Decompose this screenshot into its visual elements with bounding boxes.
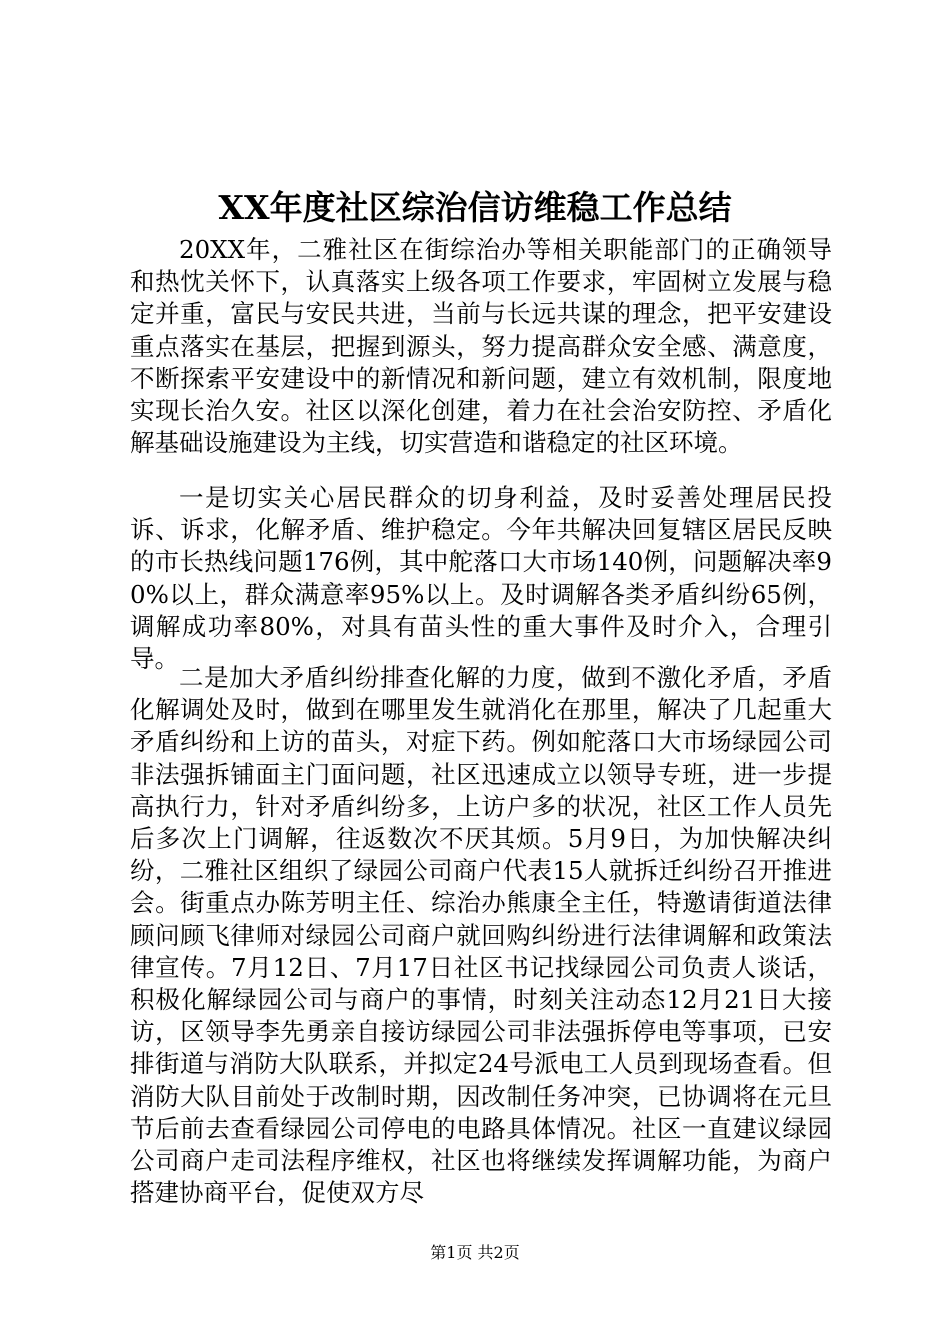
document-title: XX年度社区综治信访维稳工作总结 (218, 188, 732, 227)
paragraph-point-two: 二是加大矛盾纠纷排查化解的力度，做到不激化矛盾，矛盾化解调处及时，做到在哪里发生就消化在那里，解决了几起重大矛盾纠纷和上访的苗头，对症下药。例如舵落口大市场绿园公司非法强拆铺面主门面问题，社区迅速成立以领导专班，进一步提高执行力，针对矛盾纠纷多，上访户多的状况，社区工作人员先后多次上门调解，往返数次不厌其烦。5月9日，为加快解决纠纷，二雅社区组织了绿园公司商户代表15人就拆迁纠纷召开推进会。街重点办陈芳明主任、综治办熊康全主任，特邀请街道法律顾问顾飞律师对绿园公司商户就回购纠纷进行法律调解和政策法律宣传。7月12日、7月17日社区书记找绿园公司负责人谈话，积极化解绿园公司与商户的事情，时刻关注动态12月21日大接访，区领导李先勇亲自接访绿园公司非法强拆停电等事项，已安排街道与消防大队联系，并拟定24号派电工人员到现场查看。但消防大队目前处于改制时期，因改制任务冲突，已协调将在元旦节后前去查看绿园公司停电的电路具体情况。社区一直建议绿园公司商户走司法程序维权，社区也将继续发挥调解功能，为商户搭建协商平台，促使双方尽 (130, 663, 832, 1208)
paragraph-point-one: 一是切实关心居民群众的切身利益，及时妥善处理居民投诉、诉求，化解矛盾、维护稳定。今年共解决回复辖区居民反映的市长热线问题176例，其中舵落口大市场140例，问题解决率90%以上，群众满意率95%以上。及时调解各类矛盾纠纷65例，调解成功率80%，对具有苗头性的重大事件及时介入，合理引导。 (130, 483, 832, 674)
paragraph-intro: 20XX年，二雅社区在街综治办等相关职能部门的正确领导和热忱关怀下，认真落实上级各项工作要求，牢固树立发展与稳定并重，富民与安民共进，当前与长远共谋的理念，把平安建设重点落实在基层，把握到源头，努力提高群众安全感、满意度，不断探索平安建设中的新情况和新问题，建立有效机制，限度地实现长治久安。社区以深化创建，着力在社会治安防控、矛盾化解基础设施建设为主线，切实营造和谐稳定的社区环境。 (130, 235, 832, 458)
page-number-footer: 第1页 共2页 (430, 1243, 520, 1262)
